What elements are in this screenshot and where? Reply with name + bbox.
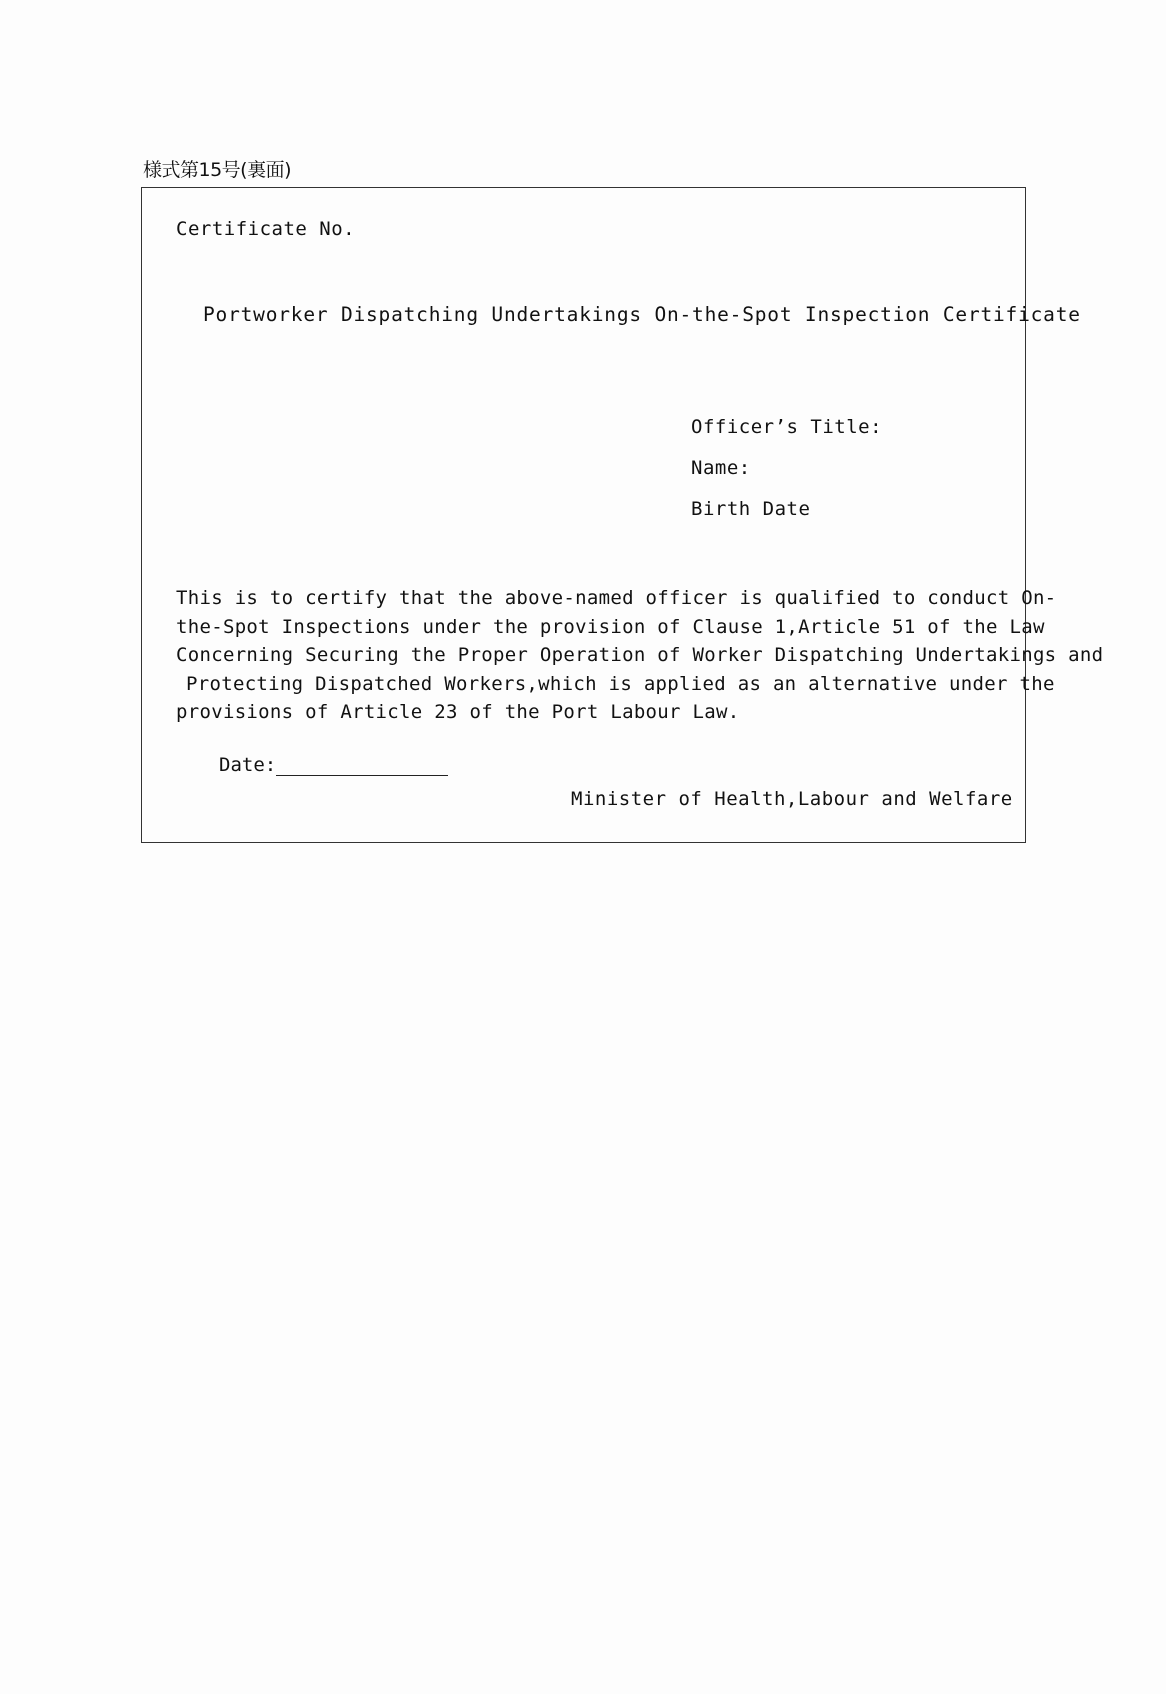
statement-line: This is to certify that the above-named officer is qualified to conduct On-	[176, 587, 1057, 609]
certificate-number-label: Certificate No.	[176, 218, 356, 240]
statement-line: the-Spot Inspections under the provision of Clause 1,Article 51 of the Law	[176, 615, 1045, 638]
officer-name-label: Name:	[691, 457, 751, 479]
certification-statement	[176, 584, 1104, 727]
form-number-label: 様式第15号(裏面)	[143, 159, 292, 181]
date-blank-line	[276, 755, 448, 776]
date-label: Date:	[219, 754, 277, 776]
statement-line: provisions of Article 23 of the Port Labour Law.	[176, 701, 740, 723]
certificate-title: Portworker Dispatching Undertakings On-the-Spot Inspection Certificate	[203, 303, 1081, 326]
officer-title-label: Officer’s Title:	[691, 416, 883, 438]
statement-line: Protecting Dispatched Workers,which is applied as an alternative under the	[186, 672, 1055, 695]
statement-line: Concerning Securing the Proper Operation of Worker Dispatching Undertakings and	[176, 644, 1104, 666]
certificate-frame	[141, 187, 1104, 843]
date-row	[219, 754, 448, 776]
birth-date-label: Birth Date	[691, 498, 811, 520]
issuer-signature: Minister of Health,Labour and Welfare	[571, 788, 1013, 810]
